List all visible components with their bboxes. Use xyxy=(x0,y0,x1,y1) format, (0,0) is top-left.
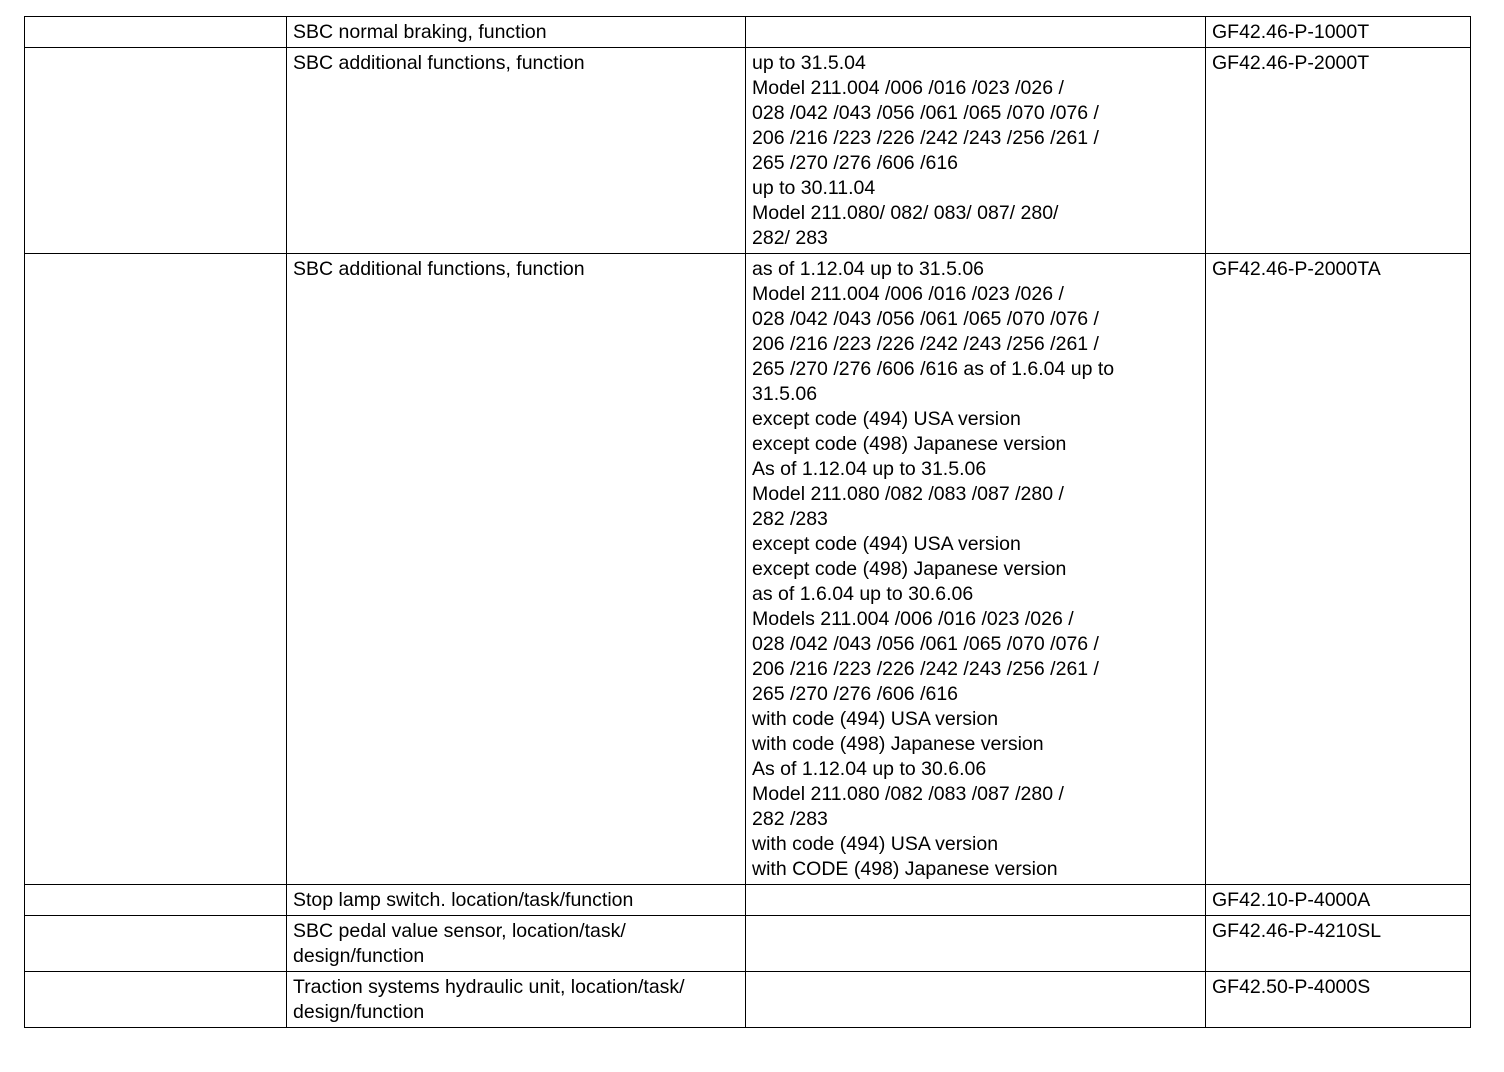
condition-cell xyxy=(746,916,1206,972)
empty-cell xyxy=(25,885,287,916)
document-table xyxy=(24,16,1471,1028)
condition-line: 206 /216 /223 /226 /242 /243 /256 /261 / xyxy=(752,333,1099,355)
condition-cell xyxy=(746,17,1206,48)
condition-line: as of 1.12.04 up to 31.5.06 xyxy=(752,258,985,280)
document-ref: GF42.46-P-2000TA xyxy=(1212,258,1381,280)
empty-cell xyxy=(25,972,287,1028)
condition-cell xyxy=(746,972,1206,1028)
title-line: SBC normal braking, function xyxy=(293,21,547,43)
document-ref: GF42.46-P-1000T xyxy=(1212,21,1370,43)
condition-line: except code (498) Japanese version xyxy=(752,433,1067,455)
condition-line: Model 211.080 /082 /083 /087 /280 / xyxy=(752,483,1064,505)
title-cell xyxy=(287,885,746,916)
condition-line: with code (498) Japanese version xyxy=(752,733,1044,755)
table-row xyxy=(25,916,1471,972)
condition-line: with code (494) USA version xyxy=(752,708,999,730)
condition-line: with code (494) USA version xyxy=(752,833,999,855)
condition-line: 265 /270 /276 /606 /616 xyxy=(752,152,959,174)
condition-line: except code (498) Japanese version xyxy=(752,558,1067,580)
condition-line: 265 /270 /276 /606 /616 xyxy=(752,683,959,705)
table-row xyxy=(25,48,1471,254)
table-body xyxy=(25,17,1471,1028)
table-row xyxy=(25,885,1471,916)
table-row xyxy=(25,254,1471,885)
title-cell xyxy=(287,972,746,1028)
condition-line: up to 31.5.04 xyxy=(752,52,866,74)
condition-line: except code (494) USA version xyxy=(752,533,1021,555)
condition-line: 282/ 283 xyxy=(752,227,828,249)
title-cell xyxy=(287,48,746,254)
document-ref-cell xyxy=(1206,916,1471,972)
title-line: SBC pedal value sensor, location/task/ xyxy=(293,920,626,942)
condition-line: Model 211.004 /006 /016 /023 /026 / xyxy=(752,283,1064,305)
document-ref-cell xyxy=(1206,885,1471,916)
document-ref-cell xyxy=(1206,972,1471,1028)
condition-line: Model 211.080/ 082/ 083/ 087/ 280/ xyxy=(752,202,1059,224)
title-cell xyxy=(287,916,746,972)
condition-line: 31.5.06 xyxy=(752,383,818,405)
condition-line: As of 1.12.04 up to 30.6.06 xyxy=(752,758,987,780)
document-ref: GF42.46-P-4210SL xyxy=(1212,920,1382,942)
empty-cell xyxy=(25,916,287,972)
empty-cell xyxy=(25,48,287,254)
condition-line: except code (494) USA version xyxy=(752,408,1021,430)
table-row xyxy=(25,17,1471,48)
condition-line: 265 /270 /276 /606 /616 as of 1.6.04 up to xyxy=(752,358,1115,380)
condition-line: 282 /283 xyxy=(752,508,828,530)
condition-cell xyxy=(746,254,1206,885)
condition-cell xyxy=(746,885,1206,916)
empty-cell xyxy=(25,17,287,48)
condition-line: 028 /042 /043 /056 /061 /065 /070 /076 / xyxy=(752,102,1099,124)
condition-line: up to 30.11.04 xyxy=(752,177,876,199)
document-ref-cell xyxy=(1206,254,1471,885)
title-line: Traction systems hydraulic unit, location/task/ xyxy=(293,976,685,998)
document-ref: GF42.50-P-4000S xyxy=(1212,976,1371,998)
document-ref-cell xyxy=(1206,48,1471,254)
condition-line: As of 1.12.04 up to 31.5.06 xyxy=(752,458,987,480)
title-cell xyxy=(287,17,746,48)
title-line: design/function xyxy=(293,945,425,967)
title-line: Stop lamp switch. location/task/function xyxy=(293,889,634,911)
document-ref: GF42.10-P-4000A xyxy=(1212,889,1371,911)
condition-cell xyxy=(746,48,1206,254)
condition-line: as of 1.6.04 up to 30.6.06 xyxy=(752,583,974,605)
title-line: design/function xyxy=(293,1001,425,1023)
title-line: SBC additional functions, function xyxy=(293,52,585,74)
condition-line: Model 211.004 /006 /016 /023 /026 / xyxy=(752,77,1064,99)
title-cell xyxy=(287,254,746,885)
condition-line: 028 /042 /043 /056 /061 /065 /070 /076 / xyxy=(752,308,1099,330)
condition-line: Model 211.080 /082 /083 /087 /280 / xyxy=(752,783,1064,805)
condition-line: 028 /042 /043 /056 /061 /065 /070 /076 / xyxy=(752,633,1099,655)
title-line: SBC additional functions, function xyxy=(293,258,585,280)
empty-cell xyxy=(25,254,287,885)
table-row xyxy=(25,972,1471,1028)
condition-line: 206 /216 /223 /226 /242 /243 /256 /261 / xyxy=(752,658,1099,680)
condition-line: 206 /216 /223 /226 /242 /243 /256 /261 / xyxy=(752,127,1099,149)
document-ref: GF42.46-P-2000T xyxy=(1212,52,1370,74)
document-ref-cell xyxy=(1206,17,1471,48)
condition-line: Models 211.004 /006 /016 /023 /026 / xyxy=(752,608,1074,630)
condition-line: 282 /283 xyxy=(752,808,828,830)
condition-line: with CODE (498) Japanese version xyxy=(752,858,1058,880)
